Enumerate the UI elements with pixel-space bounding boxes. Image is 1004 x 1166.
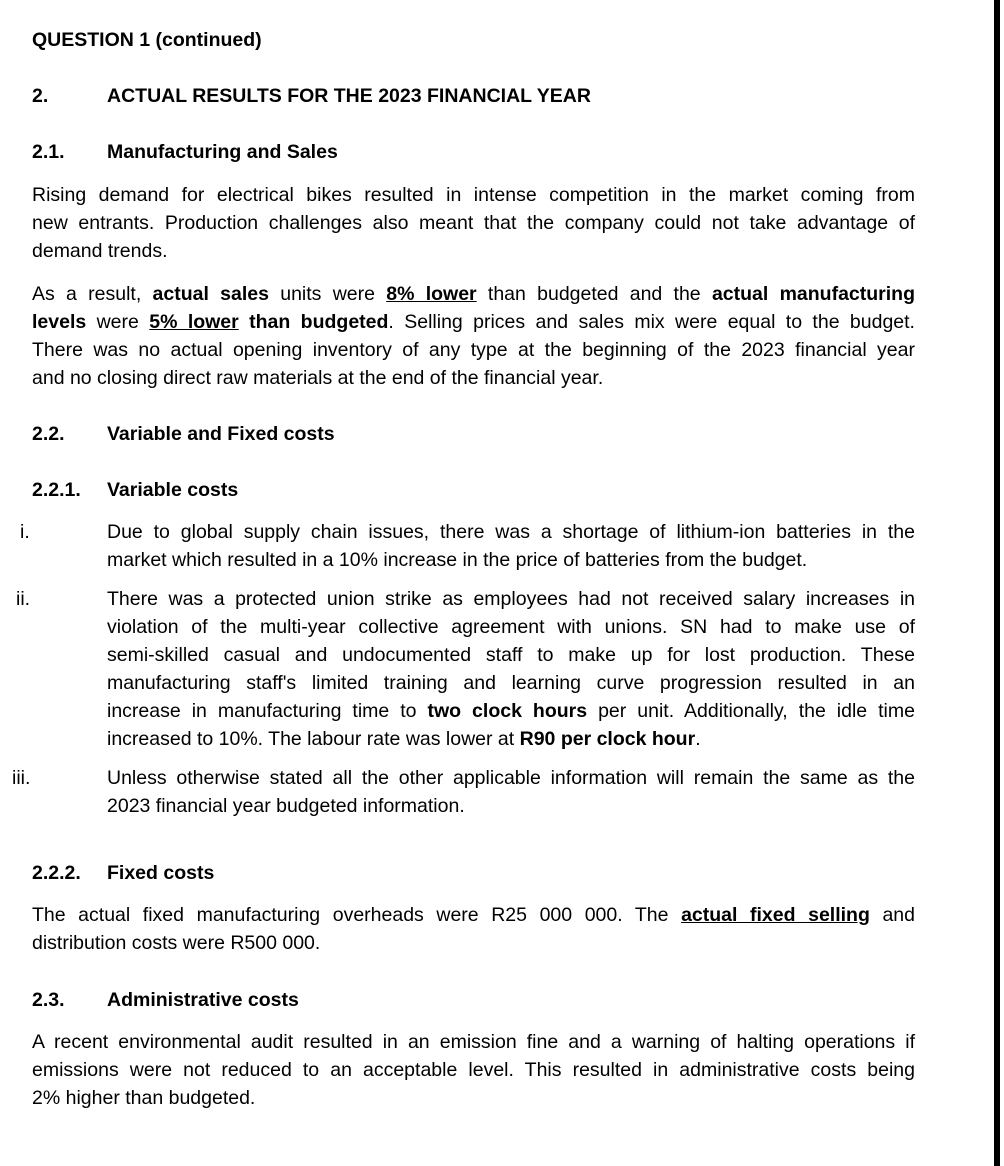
subsection-title: Manufacturing and Sales xyxy=(107,141,338,163)
text-line: levels were 5% lower than budgeted. Selling prices and sales mix were equal to the budget. xyxy=(32,311,915,333)
text-line: increased to 10%. The labour rate was lower at R90 per clock hour. xyxy=(107,728,701,750)
subsection-number: 2.2. xyxy=(32,423,65,445)
text-line: new entrants. Production challenges also meant that the company could not take advantage of xyxy=(32,212,915,234)
list-marker: i. xyxy=(20,521,30,543)
subsection-number: 2.3. xyxy=(32,989,65,1011)
text-line: increase in manufacturing time to two clock hours per unit. Additionally, the idle time xyxy=(107,700,915,722)
list-marker: iii. xyxy=(12,767,31,789)
text-line: semi-skilled casual and undocumented staff to make up for lost production. These xyxy=(107,644,915,666)
text-line: There was no actual opening inventory of any type at the beginning of the 2023 financial year xyxy=(32,339,915,361)
list-marker: ii. xyxy=(16,588,31,610)
subsection-title: Variable and Fixed costs xyxy=(107,423,335,445)
page-edge-border xyxy=(994,0,1000,1166)
text-line: The actual fixed manufacturing overheads were R25 000 000. The actual fixed selling and xyxy=(32,904,915,926)
list-item xyxy=(107,518,915,574)
text-line: and no closing direct raw materials at the end of the financial year. xyxy=(32,367,604,389)
text-line: 2023 financial year budgeted information. xyxy=(107,795,465,817)
text-line: A recent environmental audit resulted in an emission fine and a warning of halting operations if xyxy=(32,1031,915,1053)
paragraph-fixed-costs xyxy=(32,901,915,957)
text-line: market which resulted in a 10% increase in the price of batteries from the budget. xyxy=(107,549,808,571)
text-line: demand trends. xyxy=(32,240,168,262)
text-line: violation of the multi-year collective agreement with unions. SN had to make use of xyxy=(107,616,915,638)
text-line: As a result, actual sales units were 8% lower than budgeted and the actual manufacturing xyxy=(32,283,915,305)
text-line: Unless otherwise stated all the other applicable information will remain the same as the xyxy=(107,767,915,789)
page-header: QUESTION 1 (continued) xyxy=(32,29,262,51)
text-line: Due to global supply chain issues, there was a shortage of lithium-ion batteries in the xyxy=(107,521,915,543)
text-line: 2% higher than budgeted. xyxy=(32,1087,256,1109)
text-line: Rising demand for electrical bikes resulted in intense competition in the market coming from xyxy=(32,184,915,206)
subsection-title: Fixed costs xyxy=(107,862,215,884)
subsection-title: Administrative costs xyxy=(107,989,299,1011)
list-item xyxy=(107,764,915,820)
text-line: distribution costs were R500 000. xyxy=(32,932,321,954)
subsection-number: 2.2.1. xyxy=(32,479,81,501)
section-title: ACTUAL RESULTS FOR THE 2023 FINANCIAL YEAR xyxy=(107,85,591,107)
subsection-title: Variable costs xyxy=(107,479,239,501)
subsection-number: 2.1. xyxy=(32,141,65,163)
paragraph-actual-results xyxy=(32,280,915,392)
text-line: There was a protected union strike as employees had not received salary increases in xyxy=(107,588,915,610)
text-line: emissions were not reduced to an acceptable level. This resulted in administrative costs being xyxy=(32,1059,915,1081)
section-number: 2. xyxy=(32,85,49,107)
list-item xyxy=(107,585,915,753)
subsection-number: 2.2.2. xyxy=(32,862,81,884)
paragraph-demand xyxy=(32,181,915,265)
text-line: manufacturing staff's limited training and learning curve progression resulted in an xyxy=(107,672,915,694)
paragraph-admin-costs xyxy=(32,1028,915,1112)
